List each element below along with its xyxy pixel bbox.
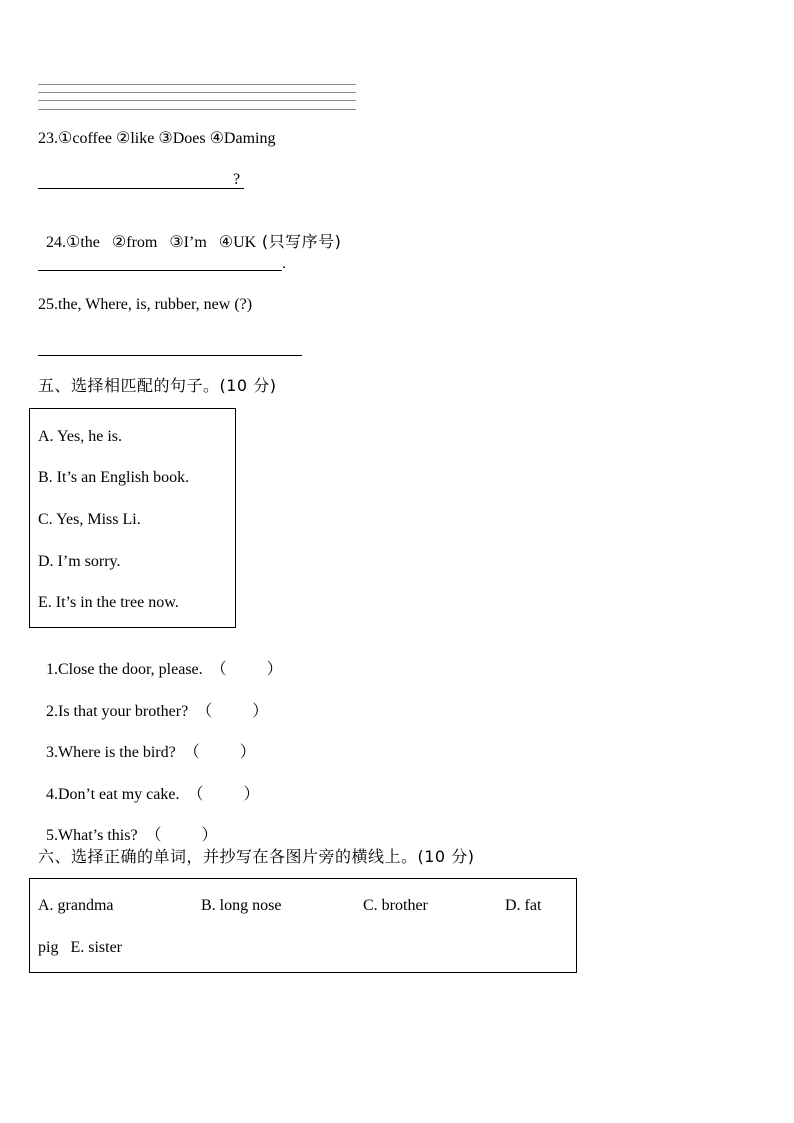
match-question-4-text: 4.Don’t eat my cake. [46,786,180,803]
option-c: C. Yes, Miss Li. [38,511,141,528]
question-23-end-mark: ? [233,171,241,188]
question-24-number: 24. [46,234,66,251]
option-e: E. It’s in the tree now. [38,594,179,611]
section-5-heading: 五、选择相匹配的句子。(10 分) [38,376,277,395]
option-a: A. Yes, he is. [38,428,123,445]
question-24-note: (只写序号) [256,232,342,251]
question-23 [38,129,275,149]
question-23-answer-line[interactable] [38,188,244,189]
match-question-4 [38,765,259,805]
question-24-end-mark: . [282,255,286,272]
match-question-5-answer-blank[interactable]: （ ） [145,827,218,844]
match-question-1-answer-blank[interactable]: （ ） [210,661,283,678]
section-5-options-box [29,408,236,628]
match-question-5 [38,806,218,846]
question-25 [38,295,252,315]
match-question-4-answer-blank[interactable]: （ ） [187,786,260,803]
match-question-1 [38,640,283,680]
match-question-2-text: 2.Is that your brother? [46,703,189,720]
question-25-answer-line[interactable] [38,355,302,356]
question-23-words: ①coffee ②like ③Does ④Daming [58,130,276,147]
option-b: B. It’s an English book. [38,469,190,486]
question-24-words: ①the ②from ③I’m ④UK [66,234,257,251]
match-question-3 [38,723,256,763]
match-question-3-text: 3.Where is the bird? [46,744,176,761]
section-6-heading: 六、选择正确的单词，并抄写在各图片旁的横线上。(10 分) [38,847,475,866]
word-option-c: C. brother [363,897,428,914]
match-question-2-answer-blank[interactable]: （ ） [196,703,269,720]
question-25-number: 25. [38,296,58,313]
word-option-d: D. fat [505,897,542,914]
question-23-number: 23. [38,130,58,147]
question-24 [38,212,341,253]
question-24-answer-line[interactable] [38,270,282,271]
word-option-row-2: pig E. sister [38,939,122,956]
match-question-3-answer-blank[interactable]: （ ） [183,744,256,761]
match-question-5-text: 5.What’s this? [46,827,138,844]
section-6-word-box [29,878,577,973]
match-question-1-text: 1.Close the door, please. [46,661,203,678]
question-25-words: the, Where, is, rubber, new (?) [58,296,253,313]
four-line-writing-grid[interactable] [38,84,356,110]
option-d: D. I’m sorry. [38,553,121,570]
word-option-a: A. grandma [38,897,114,914]
word-option-b: B. long nose [201,897,282,914]
match-question-2 [38,682,268,722]
